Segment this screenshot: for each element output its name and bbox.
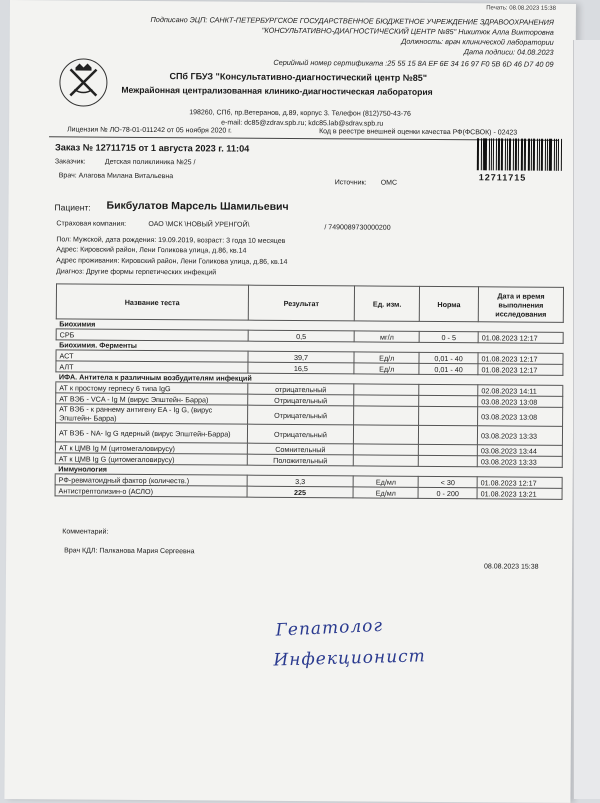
cell-unit: [354, 406, 419, 425]
patient-sex-dob: Пол: Мужской, дата рождения: 19.09.2019, возраст: 3 года 10 месяцев: [56, 236, 286, 245]
license: Лицензия № ЛО-78-01-011242 от 05 ноября 2020 г.: [67, 126, 232, 135]
cell-date: 01.08.2023 13:21: [477, 488, 562, 500]
cell-date: 01.08.2023 12:17: [477, 477, 562, 489]
org-name: СПб ГБУЗ "Консультативно-диагностический центр №85": [169, 71, 428, 83]
source-value: ОМС: [380, 179, 398, 187]
barcode-stripe: [518, 139, 519, 171]
cell-result: Отрицательный: [247, 424, 354, 444]
section-title: ИФА. Антитела к различным возбудителям инфекций: [56, 372, 563, 386]
cell-norm: [419, 425, 478, 444]
col-date: Дата и время выполнения исследования: [478, 287, 563, 323]
org-address: 198260, СПб, пр.Ветеранов, д.89, корпус 3. Телефон (812)750-43-76: [189, 109, 411, 118]
cell-result: 3,3: [247, 475, 354, 487]
barcode-stripe: [528, 139, 530, 171]
underlying-page-edge: [573, 40, 600, 799]
cell-test-name: АТ ВЭБ - NA- Ig G ядерный (вирус Эпштейн-Барра): [55, 423, 247, 443]
barcode-stripe: [521, 139, 523, 171]
cell-test-name: АСТ: [56, 350, 248, 362]
insurer-value: ОАО \МСК \НОВЫЙ УРЕНГОЙ\: [148, 220, 250, 229]
barcode-stripe: [498, 138, 500, 170]
policy-number: / 7490089730000200: [324, 224, 391, 232]
cell-result: 0,5: [248, 330, 355, 342]
cell-date: 03.08.2023 13:44: [477, 445, 562, 457]
signature-line-2: "КОНСУЛЬТАТИВНО-ДИАГНОСТИЧЕСКИЙ ЦЕНТР №85" Никитюк Алла Викторовна: [261, 25, 554, 37]
comments-label: Комментарий:: [62, 528, 109, 536]
cell-date: 01.08.2023 12:17: [478, 332, 563, 344]
barcode-stripe: [509, 138, 511, 170]
cell-unit: [354, 395, 419, 406]
cell-date: 01.08.2023 12:17: [478, 364, 563, 376]
cell-result: Положительный: [247, 454, 354, 466]
barcode-stripe: [491, 138, 493, 170]
col-test-name: Название теста: [56, 284, 248, 320]
cell-test-name: АТ ВЭБ - к раннему антигену EA - Ig G, (вирус Эпштейн- Барра): [56, 404, 248, 424]
table-row: [55, 485, 562, 500]
barcode-stripe: [546, 139, 548, 171]
results-header-row: [56, 284, 563, 323]
cell-test-name: АТ к ЦМВ Ig M (цитомегаловирусу): [55, 442, 247, 454]
customer-value: Детская поликлиника №25 /: [104, 158, 196, 167]
col-result: Результат: [248, 285, 355, 321]
cell-unit: [354, 384, 419, 395]
quality-registry: Код в реестре внешней оценки качества РФ(ФСВОК) - 02423: [319, 128, 518, 137]
section-title: Биохимия: [56, 319, 563, 333]
barcode-stripe: [541, 139, 543, 171]
cell-result: Сомнительный: [247, 443, 354, 455]
cell-unit: Ед/л: [354, 363, 419, 374]
cell-norm: 0,01 - 40: [419, 363, 478, 374]
result-sheet: [4, 0, 576, 803]
patient-residence: Адрес проживания: Кировский район, Лени Голикова улица, д.86, кв.14: [56, 257, 288, 266]
cell-result: 39,7: [248, 351, 355, 363]
cell-norm: 0 - 200: [418, 487, 477, 498]
signature-line-1: Подписано ЭЦП: САНКТ-ПЕТЕРБУРГСКОЕ ГОСУДАРСТВЕННОЕ БЮДЖЕТНОЕ УЧРЕЖДЕНИЕ ЗДРАВООХРАНЕНИЯ: [150, 14, 554, 27]
cell-date: 01.08.2023 12:17: [478, 353, 563, 365]
lab-doctor: Врач КДЛ: Палканова Мария Сергеевна: [64, 547, 195, 556]
cell-test-name: РФ-ревматоидный фактор (количеств.): [55, 474, 247, 486]
barcode-stripe: [484, 138, 487, 170]
cell-test-name: Антистрептолизин-о (АСЛО): [55, 485, 247, 497]
barcode-number: 12711715: [478, 172, 527, 183]
barcode-stripe: [525, 139, 526, 171]
lab-name: Межрайонная централизованная клинико-диагностическая лаборатория: [121, 84, 433, 97]
cell-date: 03.08.2023 13:33: [477, 456, 562, 468]
cell-norm: [419, 384, 478, 395]
cell-test-name: АТ к простому герпесу 6 типа IgG: [56, 382, 248, 394]
cell-date: 03.08.2023 13:08: [478, 396, 563, 408]
cell-unit: мг/л: [354, 331, 419, 342]
report-date: 08.08.2023 15:38: [484, 563, 539, 571]
cell-result: отрицательный: [247, 383, 354, 395]
signature-line-4: Дата подписи: 04.08.2023: [463, 47, 554, 57]
signature-line-5: Серийный номер сертификата :25 55 15 8A EF 6E 34 16 97 F0 5B 6D 46 D7 40 09: [273, 57, 554, 69]
cell-test-name: АЛТ: [56, 361, 248, 373]
cell-norm: [419, 395, 478, 406]
cell-unit: [354, 444, 419, 455]
customer-label: Заказчик:: [54, 158, 86, 166]
cell-date: 03.08.2023 13:08: [478, 407, 563, 427]
cell-norm: < 30: [418, 476, 477, 487]
cell-test-name: АТ ВЭБ - VCA - Ig M (вирус Эпштейн- Барра): [56, 393, 248, 405]
cell-result: 225: [247, 486, 354, 498]
cell-result: Отрицательный: [247, 394, 354, 406]
patient-label: Пациент:: [54, 202, 91, 213]
cell-test-name: СРБ: [56, 329, 248, 341]
barcode-stripe: [514, 139, 517, 171]
barcode-stripe: [561, 139, 562, 171]
results-table: [55, 283, 564, 500]
cell-norm: 0 - 5: [419, 331, 478, 342]
barcode-stripe: [477, 138, 479, 170]
order-title: Заказ № 12711715 от 1 августа 2023 г. 11:04: [54, 142, 250, 154]
col-unit: Ед. изм.: [355, 286, 420, 321]
insurer-label: Страховая компания:: [56, 220, 127, 228]
cell-norm: [419, 406, 478, 425]
barcode-stripe: [549, 139, 552, 171]
barcode-stripe: [533, 139, 536, 171]
cell-result: Отрицательный: [247, 405, 354, 425]
patient-name: Бикбулатов Марсель Шамильевич: [106, 199, 289, 213]
signature-line-3: Должность: врач клинической лаборатории: [401, 36, 554, 47]
cell-unit: Ед/л: [354, 352, 419, 363]
cell-result: 16,5: [247, 362, 354, 374]
cell-norm: [419, 444, 478, 455]
cell-date: 02.08.2023 14:11: [478, 385, 563, 397]
patient-address: Адрес: Кировский район, Лени Голикова улица, д.86, кв.14: [56, 246, 247, 255]
cell-unit: Ед/мл: [353, 487, 418, 498]
results-body: [55, 319, 563, 500]
section-title: Биохимия. Ферменты: [56, 340, 563, 354]
cell-unit: [354, 425, 419, 444]
city-emblem-icon: [59, 58, 107, 106]
source-label: Источник:: [334, 179, 367, 187]
col-norm: Норма: [419, 286, 478, 321]
barcode-stripe: [501, 138, 504, 170]
print-stamp: Печать: 08.08.2023 15:38: [486, 5, 556, 12]
barcode-stripe: [557, 139, 559, 171]
cell-unit: Ед/мл: [353, 476, 418, 487]
referring-doctor: Врач: Алагова Милана Витальевна: [58, 172, 174, 181]
cell-date: 03.08.2023 13:33: [477, 426, 562, 446]
handwritten-note-1: Гепатолог: [275, 615, 384, 641]
patient-diagnosis: Диагноз: Другие формы герпетических инфекций: [56, 268, 217, 277]
section-title: Иммунология: [55, 464, 562, 478]
handwritten-note-2: Инфекционист: [273, 646, 427, 671]
order-barcode: [477, 138, 563, 171]
org-email: e-mail: dc85@zdrav.spb.ru; kdc85.lab@sdrav.spb.ru: [221, 119, 384, 128]
cell-norm: 0,01 - 40: [419, 352, 478, 363]
cell-test-name: АТ к ЦМВ Ig G (цитомегаловирусу): [55, 453, 247, 465]
cell-unit: [354, 455, 419, 466]
barcode-stripe: [493, 138, 494, 170]
cell-norm: [418, 455, 477, 466]
